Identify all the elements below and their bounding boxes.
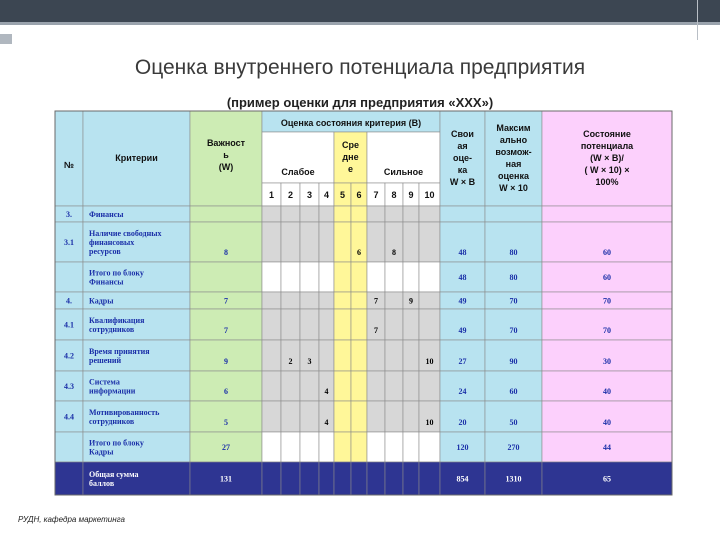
row-state-cell: [542, 340, 672, 371]
row-scale-cell: [334, 462, 351, 495]
row-importance-cell: [190, 262, 262, 292]
row-num-cell: [55, 262, 83, 292]
row-scale-cell: [403, 462, 419, 495]
row-importance-cell: [190, 401, 262, 432]
row-scale-cell: [385, 262, 403, 292]
header-own-label: ка: [457, 165, 468, 175]
row-scale-cell: [319, 401, 334, 432]
row-scale-cell: [281, 401, 300, 432]
row-max-cell: [485, 309, 542, 340]
row-scale-cell: [351, 371, 367, 401]
row-max-cell: [485, 340, 542, 371]
row-name: Общая сумма: [89, 470, 139, 479]
row-state-value: 65: [603, 474, 611, 484]
row-name: Кадры: [89, 296, 114, 306]
header-max-label: W × 10: [499, 183, 528, 193]
row-num: 3.1: [64, 238, 74, 247]
row-importance-value: 131: [220, 474, 232, 484]
row-scale-cell: [334, 292, 351, 309]
row-scale-cell: [281, 292, 300, 309]
row-scale-cell: [334, 432, 351, 462]
header-scale-label: 4: [323, 190, 330, 200]
row-scale-mark: 3: [307, 357, 312, 366]
row-max-value: 80: [509, 248, 518, 257]
row-scale-cell: [319, 262, 334, 292]
row-scale-mark: 7: [374, 326, 378, 335]
row-name: решений: [89, 356, 122, 365]
row-scale-cell: [281, 309, 300, 340]
header-own-label: Свои: [451, 129, 474, 139]
row-num: 3.: [66, 210, 72, 219]
header-state-label: ( W × 10) ×: [584, 165, 630, 175]
row-scale-cell: [351, 309, 367, 340]
row-state-value: 70: [603, 326, 611, 335]
header-scale-label: 6: [356, 190, 362, 200]
row-name: информации: [89, 386, 136, 396]
row-scale-mark: 7: [374, 296, 378, 306]
header-criteria-label: Критерии: [115, 153, 158, 163]
row-own-cell: [440, 309, 485, 340]
row-own-value: 854: [456, 474, 469, 484]
row-state-cell: [542, 206, 672, 222]
row-name: баллов: [89, 479, 115, 488]
row-importance-cell: [190, 309, 262, 340]
row-scale-cell: [403, 340, 419, 371]
row-scale-cell: [319, 462, 334, 495]
row-own-cell: [440, 206, 485, 222]
row-state-value: 40: [603, 418, 611, 427]
row-scale-cell: [367, 206, 385, 222]
row-own-value: 120: [456, 443, 469, 452]
row-scale-cell: [403, 206, 419, 222]
row-num: 4.3: [64, 382, 74, 391]
row-scale-cell: [419, 262, 440, 292]
row-max-value: 1310: [505, 474, 522, 484]
row-scale-cell: [419, 462, 440, 495]
row-max-value: 50: [509, 418, 518, 427]
row-num-cell: [55, 432, 83, 462]
row-scale-cell: [351, 206, 367, 222]
row-name: финансовых: [89, 238, 135, 247]
row-max-cell: [485, 401, 542, 432]
row-scale-cell: [367, 262, 385, 292]
row-scale-cell: [334, 401, 351, 432]
row-max-value: 90: [509, 357, 518, 366]
row-max-cell: [485, 206, 542, 222]
header-scale-label: 7: [373, 190, 379, 200]
header-assessment-label: Оценка состояния критерия (В): [280, 118, 422, 128]
row-own-value: 20: [458, 418, 467, 427]
header-max-label: ально: [499, 135, 528, 145]
row-scale-cell: [419, 206, 440, 222]
header-own-label: ая: [457, 141, 468, 151]
row-max-value: 60: [509, 387, 518, 396]
row-scale-cell: [367, 401, 385, 432]
row-name: Мотивированность: [89, 408, 160, 417]
row-own-value: 24: [458, 387, 467, 396]
row-name: Финансы: [89, 210, 124, 219]
row-scale-mark: 4: [324, 418, 329, 427]
row-scale-mark: 9: [409, 296, 413, 306]
row-importance-value: 8: [224, 248, 228, 257]
row-state-value: 44: [603, 443, 611, 452]
row-num: 4.: [66, 296, 72, 306]
row-own-value: 49: [458, 296, 467, 306]
header-strong-label: Сильное: [383, 167, 424, 177]
row-scale-cell: [385, 206, 403, 222]
row-scale-cell: [319, 340, 334, 371]
footer-note: РУДН, кафедра маркетинга: [18, 515, 125, 524]
row-num-cell: [55, 462, 83, 495]
row-scale-cell: [300, 371, 319, 401]
header-max-label: ная: [505, 159, 522, 169]
row-scale-cell: [334, 206, 351, 222]
row-scale-cell: [281, 432, 300, 462]
row-scale-cell: [300, 401, 319, 432]
row-state-cell: [542, 401, 672, 432]
row-own-cell: [440, 340, 485, 371]
row-scale-mark: 10: [425, 357, 434, 366]
header-medium-label: Сре: [341, 140, 360, 150]
row-scale-cell: [403, 401, 419, 432]
row-scale-cell: [262, 309, 281, 340]
row-state-value: 30: [603, 357, 611, 366]
row-scale-cell: [419, 292, 440, 309]
row-importance-value: 9: [224, 357, 228, 366]
row-name: Система: [89, 377, 120, 387]
row-scale-cell: [403, 309, 419, 340]
row-scale-cell: [300, 206, 319, 222]
row-scale-cell: [262, 371, 281, 401]
header-medium-label: дне: [342, 152, 359, 162]
row-scale-cell: [319, 309, 334, 340]
row-scale-cell: [367, 462, 385, 495]
row-scale-cell: [262, 432, 281, 462]
header-state-label: Состояние: [583, 129, 631, 139]
row-scale-cell: [419, 432, 440, 462]
row-scale-cell: [403, 222, 419, 262]
header-max-label: возмож-: [495, 147, 532, 157]
row-scale-cell: [281, 340, 300, 371]
row-state-cell: [542, 371, 672, 401]
row-name: Финансы: [89, 277, 124, 287]
header-importance-label: ь: [223, 150, 229, 160]
row-scale-cell: [385, 401, 403, 432]
row-num: 4.1: [64, 320, 74, 330]
row-scale-cell: [300, 462, 319, 495]
slide-subtitle: (пример оценки для предприятия «XXX»): [226, 95, 494, 110]
row-scale-cell: [351, 292, 367, 309]
row-scale-mark: 10: [425, 418, 434, 427]
row-scale-cell: [281, 371, 300, 401]
row-scale-cell: [367, 340, 385, 371]
header-importance-label: (W): [218, 162, 234, 172]
row-scale-cell: [300, 432, 319, 462]
row-scale-cell: [367, 432, 385, 462]
row-scale-cell: [351, 462, 367, 495]
row-own-value: 49: [458, 326, 467, 335]
row-scale-cell: [351, 401, 367, 432]
row-scale-cell: [385, 371, 403, 401]
row-own-value: 48: [458, 273, 467, 282]
row-scale-cell: [300, 340, 319, 371]
row-state-value: 60: [603, 273, 611, 282]
header-own-label: оце-: [452, 153, 473, 163]
row-scale-cell: [351, 340, 367, 371]
header-max-label: оценка: [498, 171, 529, 181]
row-name: Итого по блоку: [89, 438, 144, 448]
row-name: Кадры: [89, 447, 114, 457]
row-state-cell: [542, 309, 672, 340]
row-scale-cell: [334, 340, 351, 371]
row-scale-mark: 4: [324, 387, 329, 396]
header-scale-label: 10: [424, 190, 435, 200]
row-max-value: 80: [509, 273, 518, 282]
header-scale-label: 9: [408, 190, 414, 200]
row-importance-cell: [190, 340, 262, 371]
header-importance-label: Важност: [206, 138, 246, 148]
row-scale-cell: [385, 309, 403, 340]
header-scale-label: 1: [268, 190, 275, 200]
row-scale-cell: [319, 222, 334, 262]
row-scale-cell: [385, 340, 403, 371]
row-scale-cell: [403, 371, 419, 401]
row-scale-cell: [334, 371, 351, 401]
row-name: сотрудников: [89, 325, 135, 334]
row-scale-cell: [367, 309, 385, 340]
row-name: Итого по блоку: [89, 268, 144, 278]
row-scale-cell: [419, 401, 440, 432]
row-state-value: 70: [603, 296, 611, 306]
row-scale-cell: [319, 432, 334, 462]
row-scale-cell: [351, 262, 367, 292]
row-scale-cell: [419, 340, 440, 371]
row-scale-cell: [281, 262, 300, 292]
row-scale-cell: [300, 262, 319, 292]
row-max-value: 70: [509, 296, 518, 306]
row-scale-cell: [262, 292, 281, 309]
row-own-cell: [440, 371, 485, 401]
row-scale-cell: [262, 401, 281, 432]
row-scale-cell: [385, 292, 403, 309]
row-own-cell: [440, 401, 485, 432]
row-scale-cell: [319, 371, 334, 401]
row-max-value: 270: [507, 443, 520, 452]
header-scale-label: 8: [391, 190, 397, 200]
row-max-value: 70: [509, 326, 518, 335]
row-scale-cell: [419, 371, 440, 401]
row-name: Квалификация: [89, 316, 145, 325]
row-scale-cell: [403, 262, 419, 292]
row-scale-cell: [262, 262, 281, 292]
row-name: ресурсов: [89, 247, 121, 256]
header-state-label: потенциала: [580, 141, 634, 151]
row-scale-mark: 2: [288, 357, 293, 366]
row-scale-cell: [403, 432, 419, 462]
row-state-value: 60: [603, 248, 611, 257]
row-scale-cell: [385, 432, 403, 462]
row-num: 4.2: [64, 351, 74, 361]
header-num-cell: [55, 111, 83, 206]
row-state-value: 40: [603, 387, 611, 396]
row-scale-cell: [281, 462, 300, 495]
header-max-label: Максим: [496, 123, 531, 133]
row-own-value: 48: [458, 248, 467, 257]
row-importance-value: 6: [224, 387, 228, 396]
row-scale-cell: [300, 309, 319, 340]
row-scale-cell: [419, 222, 440, 262]
row-scale-mark: 8: [392, 248, 396, 257]
header-weak-label: Слабое: [281, 167, 315, 177]
row-name: сотрудников: [89, 417, 135, 426]
row-scale-cell: [262, 340, 281, 371]
row-scale-cell: [262, 222, 281, 262]
row-scale-cell: [334, 262, 351, 292]
row-importance-cell: [190, 206, 262, 222]
row-scale-cell: [367, 222, 385, 262]
row-name: Время принятия: [89, 347, 150, 356]
row-scale-mark: 6: [357, 248, 361, 257]
row-scale-cell: [319, 206, 334, 222]
row-scale-cell: [281, 222, 300, 262]
row-scale-cell: [262, 206, 281, 222]
row-importance-value: 27: [222, 443, 230, 452]
header-num-label: №: [63, 160, 75, 170]
row-scale-cell: [367, 371, 385, 401]
header-scale-label: 3: [306, 190, 313, 200]
header-scale-label: 2: [287, 190, 294, 200]
row-scale-cell: [351, 432, 367, 462]
row-own-value: 27: [458, 357, 467, 366]
header-state-label: (W × B)/: [590, 153, 624, 163]
row-scale-cell: [319, 292, 334, 309]
header-state-label: 100%: [595, 177, 619, 187]
header-scale-label: 5: [339, 190, 346, 200]
slide-title: Оценка внутреннего потенциала предприятия: [134, 56, 586, 79]
header-medium-label: е: [347, 164, 354, 174]
row-name: Наличие свободных: [89, 229, 162, 238]
row-importance-value: 7: [224, 296, 228, 306]
row-scale-cell: [262, 462, 281, 495]
row-num: 4.4: [64, 412, 74, 422]
row-importance-cell: [190, 371, 262, 401]
row-scale-cell: [334, 309, 351, 340]
row-scale-cell: [419, 309, 440, 340]
row-scale-cell: [300, 292, 319, 309]
row-max-cell: [485, 371, 542, 401]
row-scale-cell: [281, 206, 300, 222]
row-scale-cell: [385, 462, 403, 495]
header-own-label: W × B: [449, 177, 476, 187]
row-scale-cell: [334, 222, 351, 262]
row-importance-value: 5: [224, 418, 228, 427]
row-scale-cell: [300, 222, 319, 262]
row-importance-value: 7: [224, 326, 228, 335]
